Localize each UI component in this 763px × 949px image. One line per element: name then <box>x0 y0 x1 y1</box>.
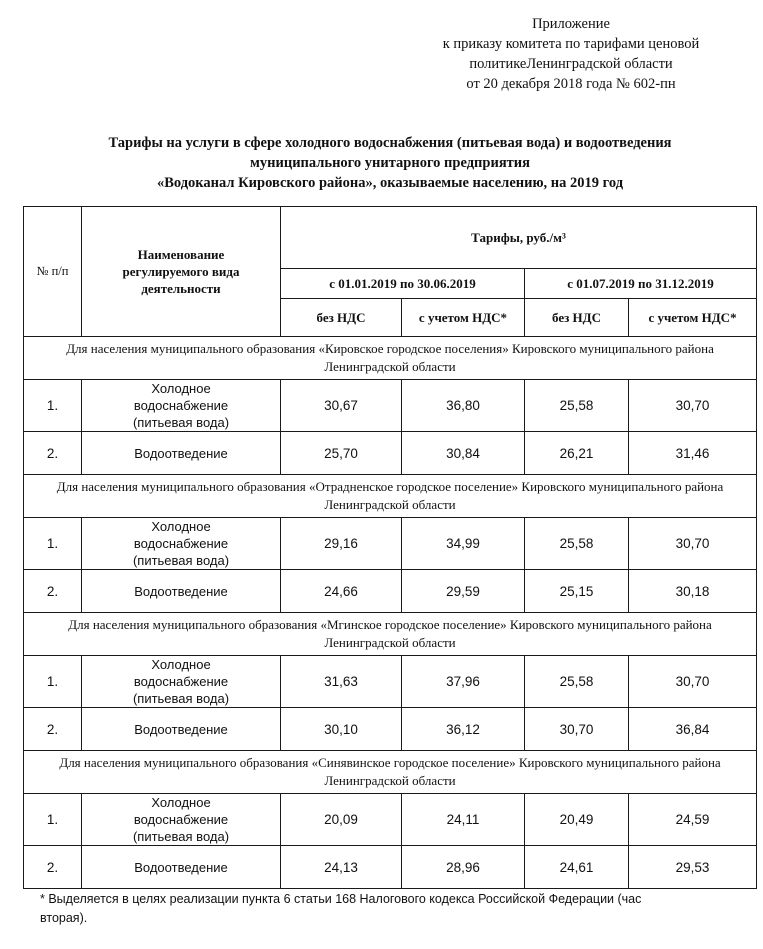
p1-without-vat-value: 29,16 <box>281 518 402 570</box>
p1-with-vat-value: 29,59 <box>402 570 525 613</box>
p2-with-vat-value: 30,70 <box>629 518 757 570</box>
row-number: 2. <box>24 708 82 751</box>
header-num: № п/п <box>24 207 82 337</box>
title-line-1: Тарифы на услуги в сфере холодного водоснабжения (питьевая вода) и водоотведения <box>108 135 672 151</box>
p1-without-vat-value: 24,13 <box>281 846 402 889</box>
p2-with-vat-value: 29,53 <box>629 846 757 889</box>
p1-with-vat-value: 24,11 <box>402 794 525 846</box>
p2-without-vat-value: 20,49 <box>525 794 629 846</box>
row-number: 2. <box>24 570 82 613</box>
activity-name: Холодное водоснабжение (питьевая вода) <box>82 794 281 846</box>
table-row <box>24 846 757 889</box>
p1-without-vat-value: 25,70 <box>281 432 402 475</box>
header-p2-without-vat: без НДС <box>525 299 629 337</box>
table-row <box>24 570 757 613</box>
section-header <box>24 475 757 518</box>
header-activity-name: Наименование регулируемого вида деятельности <box>82 207 281 337</box>
activity-name: Холодное водоснабжение (питьевая вода) <box>82 656 281 708</box>
section-header <box>24 751 757 794</box>
header-tariffs: Тарифы, руб./м³ <box>281 207 757 269</box>
header-p2-with-vat: с учетом НДС* <box>629 299 757 337</box>
p1-without-vat-value: 30,10 <box>281 708 402 751</box>
p2-without-vat-value: 26,21 <box>525 432 629 475</box>
activity-name: Водоотведение <box>82 432 281 475</box>
p2-without-vat-value: 25,58 <box>525 380 629 432</box>
header-p1-with-vat: с учетом НДС* <box>402 299 525 337</box>
table-row <box>24 794 757 846</box>
p1-with-vat-value: 36,80 <box>402 380 525 432</box>
footnote-line-2: вторая). <box>40 911 88 925</box>
table-header <box>24 207 757 337</box>
row-number: 1. <box>24 380 82 432</box>
row-number: 2. <box>24 432 82 475</box>
p2-with-vat-value: 24,59 <box>629 794 757 846</box>
footnote-line-1: * Выделяется в целях реализации пункта 6 статьи 168 Налогового кодекса Российской Федерации (час <box>40 892 642 906</box>
p2-without-vat-value: 25,15 <box>525 570 629 613</box>
activity-name: Холодное водоснабжение (питьевая вода) <box>82 518 281 570</box>
p2-without-vat-value: 30,70 <box>525 708 629 751</box>
p1-with-vat-value: 30,84 <box>402 432 525 475</box>
p2-with-vat-value: 31,46 <box>629 432 757 475</box>
table-row <box>24 518 757 570</box>
p2-with-vat-value: 30,70 <box>629 380 757 432</box>
p1-without-vat-value: 31,63 <box>281 656 402 708</box>
section-header <box>24 613 757 656</box>
activity-name: Холодное водоснабжение (питьевая вода) <box>82 380 281 432</box>
title-line-2: муниципального унитарного предприятия <box>250 155 530 171</box>
p1-with-vat-value: 36,12 <box>402 708 525 751</box>
section-title: Для населения муниципального образования «Синявинское городское поселение» Кировского муниципального района Ленинградской области <box>24 751 757 794</box>
table-row <box>24 380 757 432</box>
table-body <box>24 337 757 889</box>
title-line-3: «Водоканал Кировского района», оказываемые населению, на 2019 год <box>156 175 624 191</box>
row-number: 1. <box>24 518 82 570</box>
section-title: Для населения муниципального образования «Мгинское городское поселение» Кировского муниципального района Ленинградской области <box>24 613 757 656</box>
section-header <box>24 337 757 380</box>
header-period-1: с 01.01.2019 по 30.06.2019 <box>281 269 525 299</box>
row-number: 1. <box>24 794 82 846</box>
tariff-table <box>23 206 757 889</box>
p1-with-vat-value: 37,96 <box>402 656 525 708</box>
appendix-line-4: от 20 декабря 2018 года № 602-пн <box>466 76 676 92</box>
header-period-2: с 01.07.2019 по 31.12.2019 <box>525 269 757 299</box>
table-row <box>24 432 757 475</box>
p1-with-vat-value: 28,96 <box>402 846 525 889</box>
p2-with-vat-value: 30,70 <box>629 656 757 708</box>
p1-without-vat-value: 30,67 <box>281 380 402 432</box>
document-title <box>30 133 750 193</box>
activity-name: Водоотведение <box>82 846 281 889</box>
p1-without-vat-value: 24,66 <box>281 570 402 613</box>
row-number: 1. <box>24 656 82 708</box>
appendix-line-2: к приказу комитета по тарифами ценовой <box>442 36 700 52</box>
footnote <box>40 890 763 928</box>
activity-name: Водоотведение <box>82 708 281 751</box>
section-title: Для населения муниципального образования «Кировское городское поселения» Кировского муниципального района Ленинградской области <box>24 337 757 380</box>
header-p1-without-vat: без НДС <box>281 299 402 337</box>
appendix-line-3: политикеЛенинградской области <box>469 56 673 72</box>
p1-with-vat-value: 34,99 <box>402 518 525 570</box>
p2-without-vat-value: 25,58 <box>525 656 629 708</box>
appendix-line-1: Приложение <box>532 16 610 32</box>
table-row <box>24 656 757 708</box>
p2-without-vat-value: 24,61 <box>525 846 629 889</box>
p2-with-vat-value: 30,18 <box>629 570 757 613</box>
p1-without-vat-value: 20,09 <box>281 794 402 846</box>
p2-without-vat-value: 25,58 <box>525 518 629 570</box>
p2-with-vat-value: 36,84 <box>629 708 757 751</box>
row-number: 2. <box>24 846 82 889</box>
activity-name: Водоотведение <box>82 570 281 613</box>
table-row <box>24 708 757 751</box>
section-title: Для населения муниципального образования «Отрадненское городское поселение» Кировского муниципального района Ленинградской области <box>24 475 757 518</box>
appendix-block <box>401 14 741 94</box>
